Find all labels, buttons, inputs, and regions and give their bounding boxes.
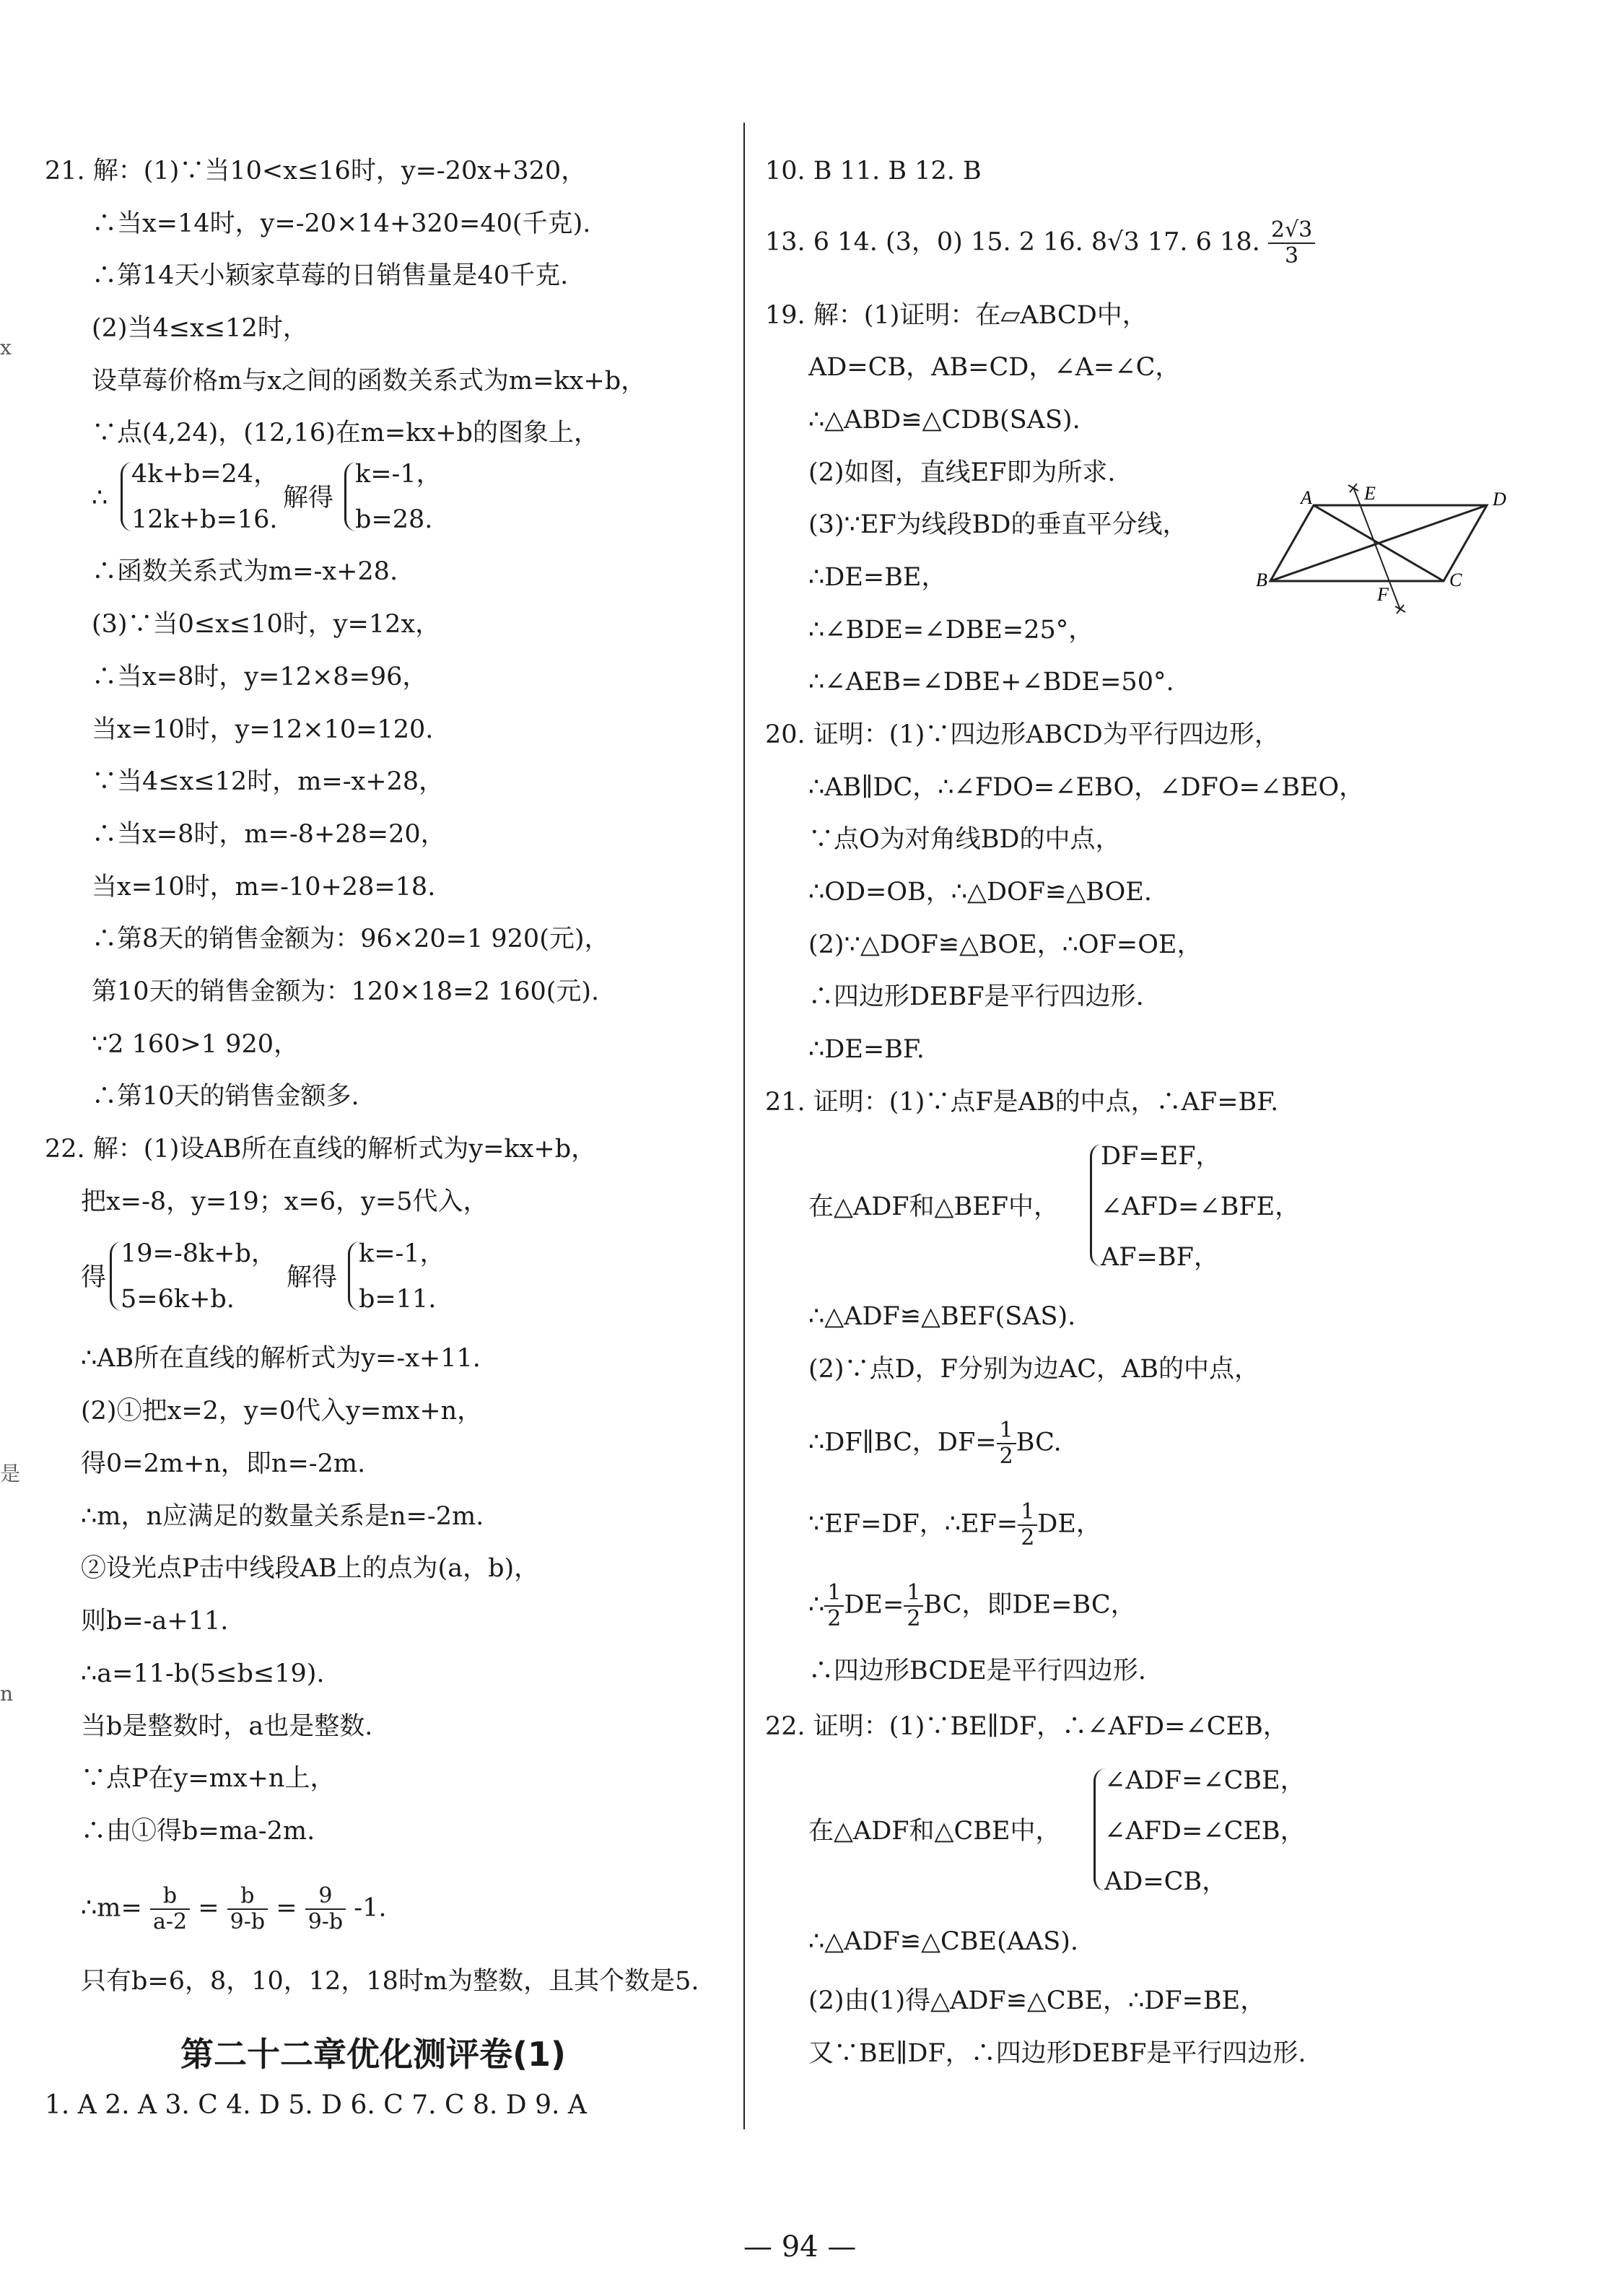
fraction: $\frac{b}{9-b}$	[227, 1884, 268, 1934]
q22-line: 在△ADF和△CBE中，	[808, 1817, 1061, 1846]
fraction: $\frac{2√3}{3}$	[1268, 218, 1315, 269]
parallelogram-figure	[1256, 484, 1530, 628]
q21-line: ∵EF=DF，∴EF= $\frac{1}{2}$ DE，	[808, 1499, 1101, 1550]
q22-line: 则b=-a+11.	[81, 1607, 229, 1636]
q22-line: ∴m，n应满足的数量关系是n=-2m.	[81, 1502, 484, 1531]
answers-row: 10. B 11. B 12. B	[765, 157, 982, 186]
solve-label: 解得	[287, 1263, 338, 1292]
equation: k=-1，	[355, 460, 442, 489]
q21-line: ∴第10天的销售金额多.	[92, 1082, 359, 1111]
equation: 4k+b=24，	[131, 460, 279, 489]
label-b: B	[1256, 570, 1267, 590]
q21-line: ∴第8天的销售金额为：96×20=1 920(元)，	[92, 925, 610, 954]
q20-line: ∴OD=OB，∴△DOF≌△BOE.	[808, 878, 1152, 907]
q20-line: ∴DE=BF.	[808, 1035, 925, 1064]
section-title: 第二十二章优化测评卷(1)	[180, 2035, 567, 2074]
q21-line: ∵点(4,24)，(12,16)在m=kx+b的图象上，	[92, 419, 599, 448]
label-e: E	[1364, 484, 1376, 504]
q19-line: ∴∠BDE=∠DBE=25°，	[808, 616, 1094, 645]
equation: 5=6k+b.	[121, 1285, 235, 1314]
fraction: $\frac{9}{9-b}$	[305, 1884, 346, 1934]
margin-mark: n	[0, 1682, 14, 1706]
q22-line: (2)①把x=2，y=0代入y=mx+n，	[81, 1397, 483, 1426]
q19-line: (3)∵EF为线段BD的垂直平分线，	[808, 510, 1188, 539]
q20-line: ∴四边形DEBF是平行四边形.	[808, 982, 1144, 1011]
derive-label: 得	[81, 1263, 107, 1292]
label-d: D	[1493, 489, 1506, 510]
q21-line: ∴第14天小颖家草莓的日销售量是40千克.	[92, 261, 569, 290]
equation: ∠ADF=∠CBE，	[1104, 1766, 1306, 1795]
q19-line: AD=CB，AB=CD，∠A=∠C，	[808, 353, 1181, 382]
label-f: F	[1377, 584, 1389, 605]
q19-line: ∴△ABD≌△CDB(SAS).	[808, 406, 1081, 435]
q19-line: 19. 解：(1)证明：在▱ABCD中，	[765, 301, 1148, 330]
q22-line: 得0=2m+n，即n=-2m.	[81, 1449, 366, 1478]
q19-line: (2)如图，直线EF即为所求.	[808, 458, 1116, 487]
q21-line: ∴ $\frac{1}{2}$ DE= $\frac{1}{2}$ BC，即DE=BC，	[808, 1580, 1136, 1631]
q21-line: ∴当x=8时，m=-8+28=20，	[92, 820, 446, 849]
q21-line: 在△ADF和△BEF中，	[808, 1192, 1060, 1221]
q21-line: 第10天的销售金额为：120×18=2 160(元).	[92, 977, 600, 1006]
q22-line: ∴△ADF≌△CBE(AAS).	[808, 1927, 1079, 1956]
q21-line: ∴△ADF≌△BEF(SAS).	[808, 1302, 1076, 1331]
q22-line: 当b是整数时，a也是整数.	[81, 1712, 373, 1741]
equation: b=28.	[355, 505, 433, 534]
q21-line: (3)∵当0≤x≤10时，y=12x，	[92, 610, 441, 639]
fraction: $\frac{b}{a-2}$	[150, 1884, 190, 1934]
fraction-expression: ∴m= $\frac{b}{a-2}$ = $\frac{b}{9-b}$ = $\frac{9}{9-b}$ -1.	[81, 1883, 387, 1934]
q21-line: 21. 解：(1)∵当10<x≤16时，y=-20x+320，	[45, 157, 587, 186]
label-c: C	[1449, 570, 1462, 590]
column-divider	[743, 123, 745, 2129]
margin-mark: x	[0, 336, 12, 359]
equation: AD=CB，	[1104, 1867, 1228, 1896]
q22-line: 22. 证明：(1)∵BE∥DF，∴∠AFD=∠CEB，	[765, 1712, 1288, 1741]
q21-line: ∴四边形BCDE是平行四边形.	[808, 1657, 1146, 1685]
q22-line: ∴AB所在直线的解析式为y=-x+11.	[81, 1344, 481, 1373]
q22-line: ∴由①得b=ma-2m.	[81, 1817, 315, 1846]
q21-line: 当x=10时，m=-10+28=18.	[92, 873, 436, 902]
equation: AF=BF，	[1101, 1243, 1219, 1272]
q21-line: ∴当x=8时，y=12×8=96，	[92, 663, 428, 691]
label-a: A	[1301, 487, 1312, 508]
q21-line: ∴函数关系式为m=-x+28.	[92, 557, 398, 586]
solve-label: 解得	[283, 484, 334, 512]
answers-row: 1. A 2. A 3. C 4. D 5. D 6. C 7. C 8. D 9. A	[45, 2090, 587, 2120]
q19-line: ∴DE=BE，	[808, 563, 947, 592]
q22-line: ∴a=11-b(5≤b≤19).	[81, 1659, 325, 1688]
q21-line: ∵2 160>1 920，	[92, 1030, 299, 1059]
fraction: $\frac{1}{2}$	[997, 1418, 1016, 1469]
fraction: $\frac{1}{2}$	[904, 1581, 923, 1631]
therefore-sign: ∴	[92, 484, 108, 512]
q21-line: 设草莓价格m与x之间的函数关系式为m=kx+b，	[92, 367, 647, 396]
equation: ∠AFD=∠CEB，	[1104, 1817, 1306, 1846]
q21-line: (2)∵点D，F分别为边AC，AB的中点，	[808, 1355, 1260, 1384]
expr-lhs: ∴m=	[81, 1893, 142, 1923]
q22-line: ②设光点P击中线段AB上的点为(a，b)，	[81, 1554, 540, 1583]
q22-line: 只有b=6，8，10，12，18时m为整数，且其个数是5.	[81, 1967, 699, 1996]
answers-row: 13. 6 14. (3，0) 15. 2 16. 8√3 17. 6 18. $\frac{2√3}{3}$	[765, 218, 1315, 269]
q20-line: ∴AB∥DC，∴∠FDO=∠EBO，∠DFO=∠BEO，	[808, 773, 1365, 802]
fraction: $\frac{1}{2}$	[824, 1581, 844, 1631]
q21-line: ∴当x=14时，y=-20×14+320=40(千克).	[92, 209, 591, 238]
q21-line: ∵当4≤x≤12时，m=-x+28，	[92, 767, 445, 796]
q22-line: ∵点P在y=mx+n上，	[81, 1764, 336, 1793]
equation: 12k+b=16.	[131, 505, 278, 534]
q21-line: 当x=10时，y=12×10=120.	[92, 715, 434, 744]
q21-line: 21. 证明：(1)∵点F是AB的中点，∴AF=BF.	[765, 1088, 1279, 1117]
equation: k=-1，	[359, 1239, 445, 1268]
page-number: — 94 —	[743, 2230, 857, 2264]
q20-line: 20. 证明：(1)∵四边形ABCD为平行四边形，	[765, 720, 1280, 749]
q19-line: ∴∠AEB=∠DBE+∠BDE=50°.	[808, 668, 1174, 697]
equation: ∠AFD=∠BFE，	[1101, 1192, 1301, 1221]
equation: 19=-8k+b，	[121, 1239, 276, 1268]
q20-line: (2)∵△DOF≌△BOE，∴OF=OE，	[808, 930, 1202, 959]
q22-line: (2)由(1)得△ADF≌△CBE，∴DF=BE，	[808, 1986, 1266, 2015]
q22-line: 22. 解：(1)设AB所在直线的解析式为y=kx+b，	[45, 1135, 597, 1164]
q22-line: 把x=-8，y=19；x=6，y=5代入，	[81, 1187, 489, 1216]
q21-line: ∴DF∥BC，DF= $\frac{1}{2}$ BC.	[808, 1418, 1062, 1469]
q21-line: (2)当4≤x≤12时，	[92, 314, 308, 343]
q20-line: ∵点O为对角线BD的中点，	[808, 825, 1121, 854]
q22-line: 又∵BE∥DF，∴四边形DEBF是平行四边形.	[808, 2039, 1306, 2068]
equation: b=11.	[359, 1285, 437, 1314]
fraction: $\frac{1}{2}$	[1018, 1500, 1037, 1550]
margin-mark: 是	[0, 1462, 21, 1485]
equation: DF=EF，	[1101, 1142, 1221, 1171]
